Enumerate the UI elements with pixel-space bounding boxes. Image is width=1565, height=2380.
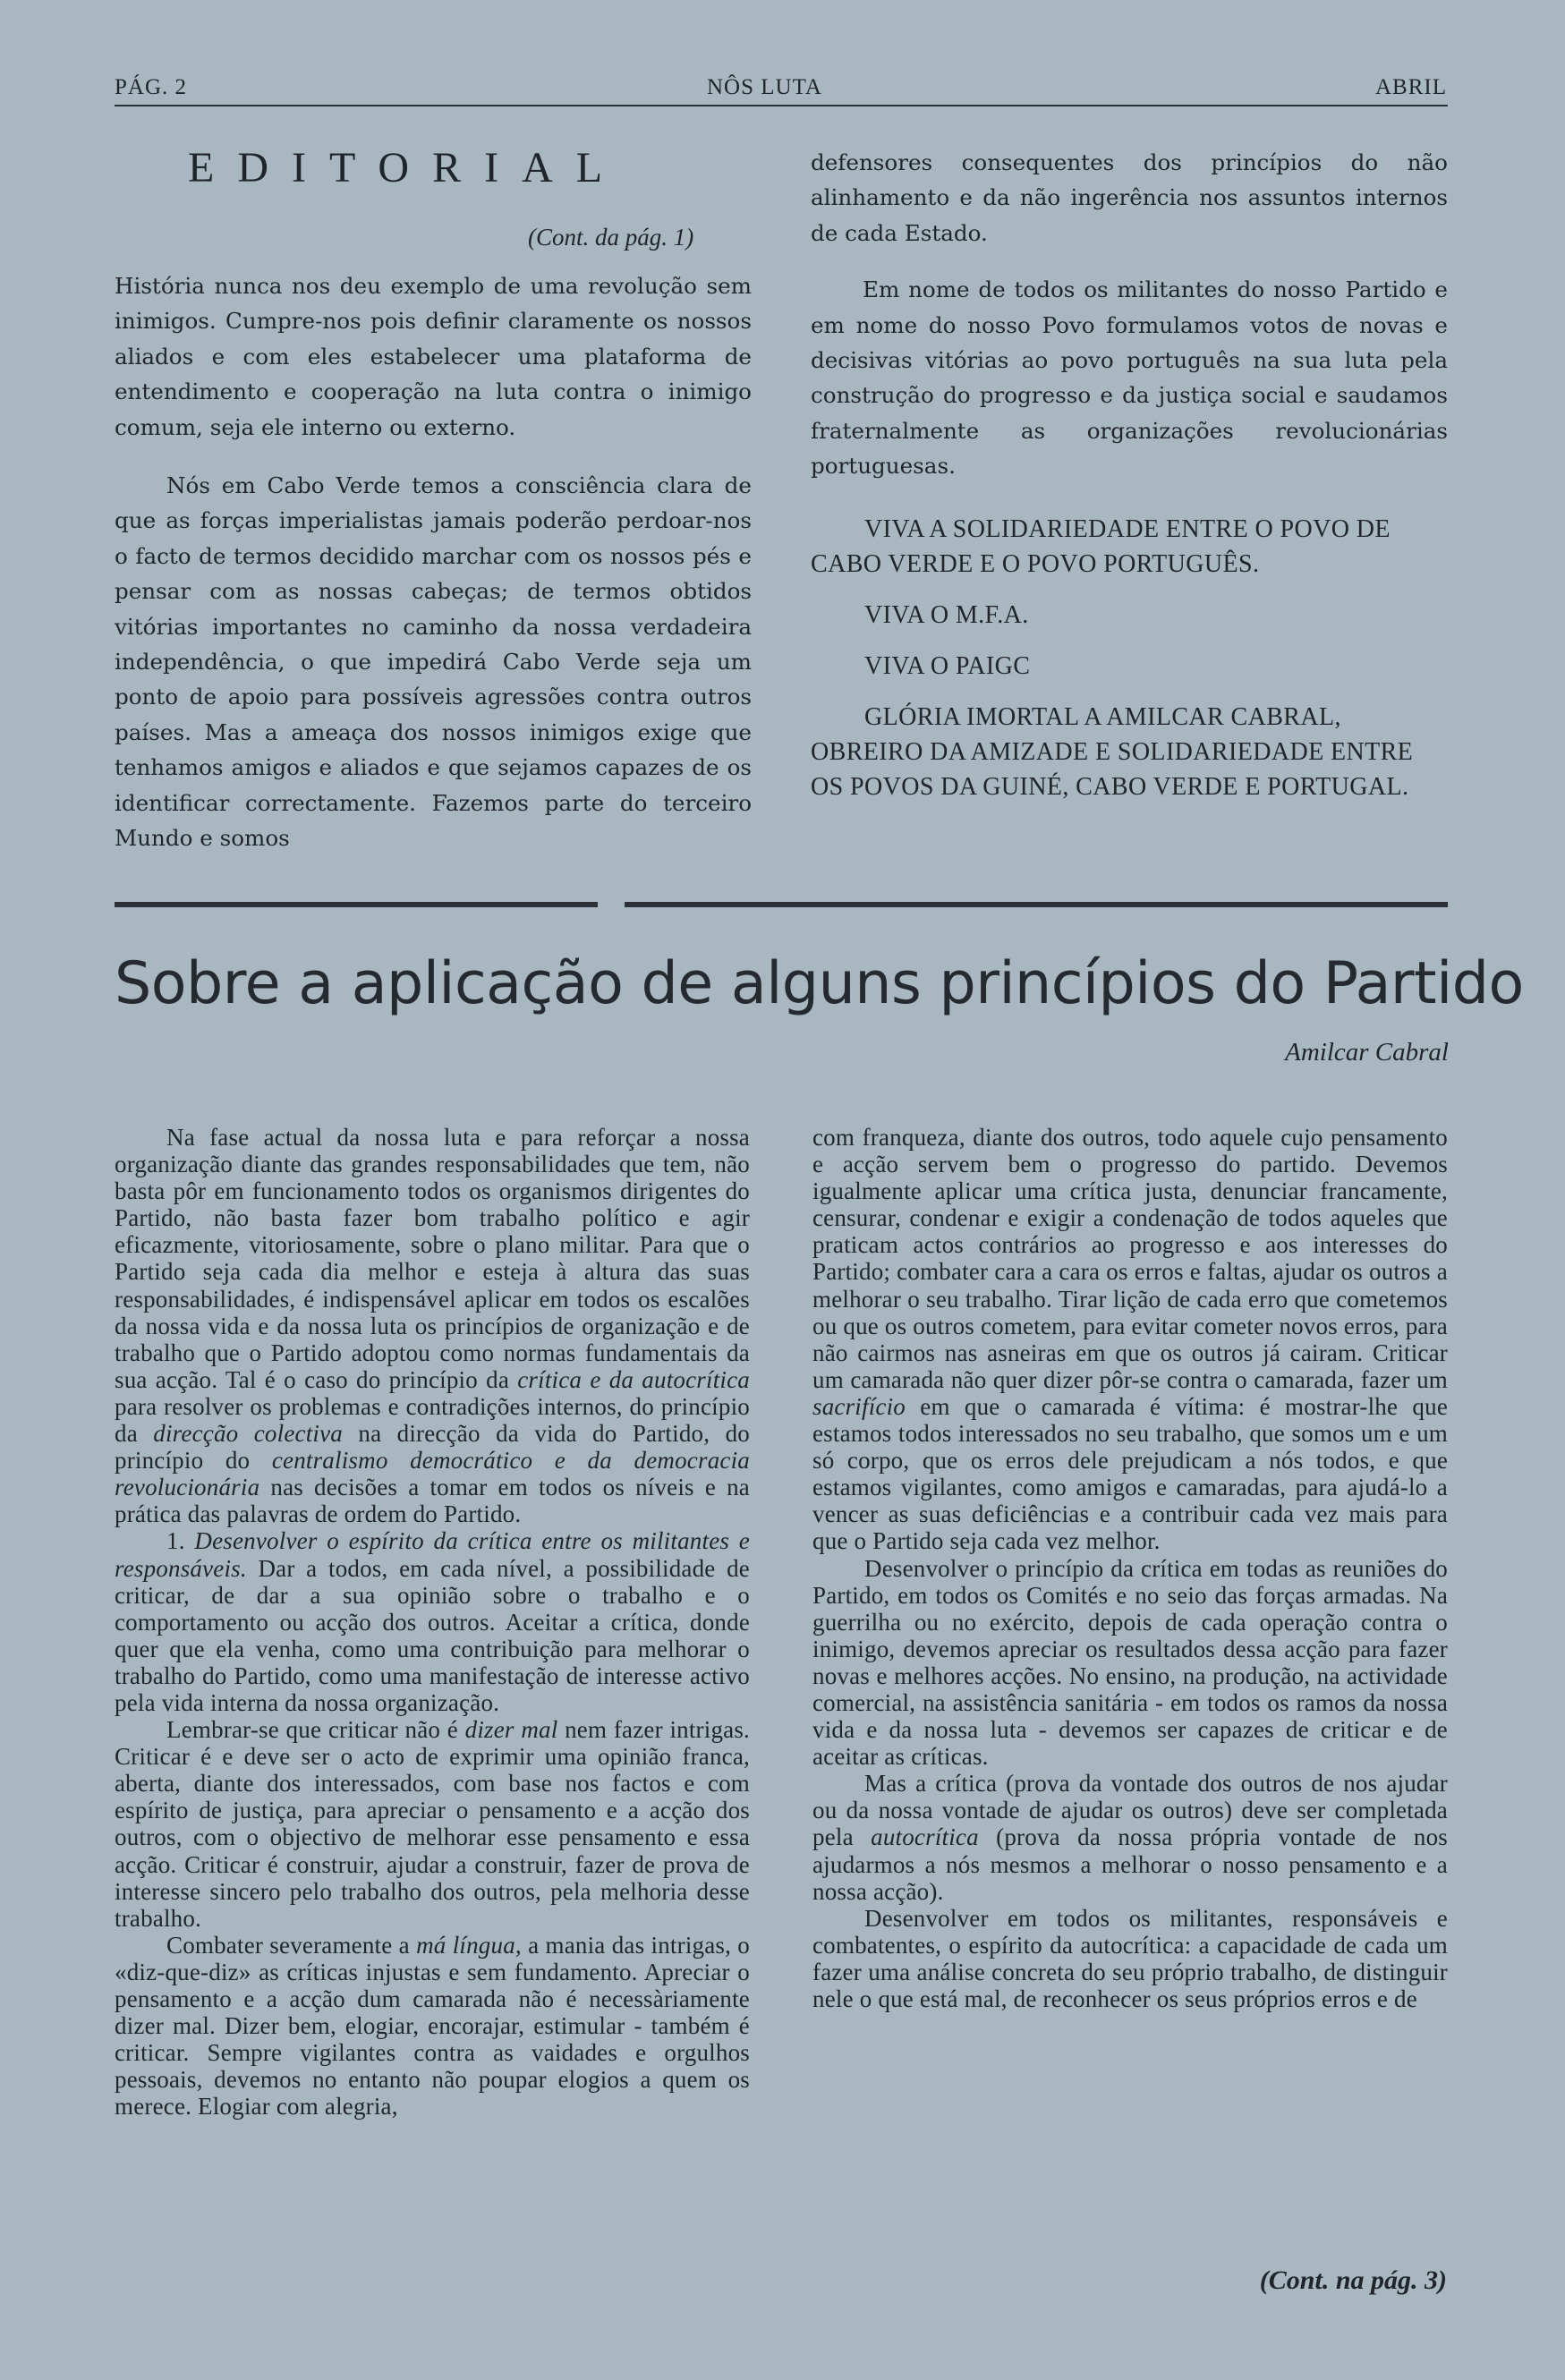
article-paragraph [115, 1527, 750, 1716]
emphasis: direcção colectiva [153, 1420, 343, 1448]
text-run: com franqueza, diante dos outros, todo aquele cujo pensamento e acção servem bem o progresso do partido. Devemos igualmente aplicar uma crítica justa, denunciar francamente, censurar, condenar e exigir a condenação de todos aqueles que praticam actos contrários ao progresso e aos interesses do Partido; combater cara a cara os erros e faltas, ajudar os outros a melhorar o seu trabalho. Tirar lição de cada erro que cometemos ou que os outros cometem, para evitar cometer novos erros, para não cairmos nas asneiras em que os outros já cairam. Criticar um camarada não quer dizer pôr-se contra o camarada, fazer um [812, 1124, 1448, 1393]
article-paragraph [115, 1124, 750, 1527]
editorial-slogans [811, 512, 1450, 820]
article-paragraph [812, 1770, 1448, 1904]
emphasis: sacrifício [812, 1392, 906, 1420]
article-title: Sobre a aplicação de alguns princípios do Partido [115, 950, 1524, 1017]
editorial-paragraph: defensores consequentes dos princípios do não alinhamento e da não ingerência nos assuntos internos de cada Estado. [811, 149, 1448, 246]
section-divider-left [115, 902, 598, 907]
editorial-paragraph: Em nome de todos os militantes do nosso Partido e em nome do nosso Povo formulamos votos de novas e decisivas vitórias ao povo português na sua luta pela construção do progresso e da justiça social e saudamos fraternalmente as organizações revolucionárias portuguesas. [811, 276, 1448, 480]
emphasis: crítica e da autocrítica [517, 1365, 750, 1393]
emphasis: má língua, [416, 1931, 522, 1959]
emphasis: centralismo democrático e da democracia revolucionária [115, 1447, 750, 1501]
text-run: nem fazer intrigas. Criticar é e deve ser o acto de exprimir uma opinião franca, aberta, diante dos interessados, com base nos factos e com espírito de justiça, para apreciar o pensamento e a acção dos outros, com o objectivo de melhorar esse pensamento e essa acção. Criticar é construir, ajudar a construir, fazer de prova de interesse sincero pelo trabalho dos outros, pela melhoria desse trabalho. [115, 1716, 750, 1932]
editorial-continuation: (Cont. da pág. 1) [528, 224, 694, 251]
emphasis: autocrítica [871, 1823, 979, 1851]
editorial-paragraph: História nunca nos deu exemplo de uma revolução sem inimigos. Cumpre-nos pois definir claramente os nossos aliados e com eles estabelecer uma plataforma de entendimento e cooperação na luta contra o inimigo comum, seja ele interno ou externo. [115, 273, 752, 440]
text-run: na direcção da vida do Partido, do princípio do [115, 1420, 750, 1475]
slogan: VIVA A SOLIDARIEDADE ENTRE O POVO DE CABO VERDE E O POVO PORTUGUÊS. [811, 515, 1391, 578]
article-continuation: (Cont. na pág. 3) [1259, 2265, 1447, 2295]
editorial-left-column [115, 268, 752, 856]
slogan: VIVA O M.F.A. [864, 601, 1029, 629]
article-author: Amilcar Cabral [1285, 1038, 1449, 1067]
text-run: nas decisões a tomar em todos os níveis e na prática das palavras de ordem do Partido. [115, 1474, 750, 1528]
slogan: VIVA O PAIGC [864, 652, 1031, 680]
slogan: GLÓRIA IMORTAL A AMILCAR CABRAL, OBREIRO DA AMIZADE E SOLIDARIEDADE ENTRE OS POVOS DA GUINÉ, CABO VERDE E PORTUGAL. [811, 703, 1414, 801]
article-left-column [115, 1124, 750, 2120]
text-run: Na fase actual da nossa luta e para reforçar a nossa organização diante das grandes responsabilidades que tem, não basta pôr em funcionamento todos os organismos dirigentes do Partido, não basta fazer bom trabalho político e agir eficazmente, vitoriosamente, sobre o plano militar. Para que o Partido seja cada dia melhor e esteja à altura das suas responsabilidades, é indispensável aplicar em todos os escalões da nossa vida e da nossa luta os princípios de organização e de trabalho que o Partido adoptou como normas fundamentais da sua acção. Tal é o caso do princípio da [115, 1124, 750, 1393]
text-run: a mania das intrigas, o «diz-que-diz» as críticas injustas e sem fundamento. Apreciar o pensamento e a acção dum camarada não é necessàriamente dizer mal. Dizer bem, elogiar, encorajar, estimular - também é criticar. Sempre vigilantes contra as vaidades e orgulhos pessoais, devemos no entanto não poupar elogios a quem os merece. Elogiar com alegria, [115, 1931, 750, 2121]
text-run: Mas a crítica (prova da vontade dos outros de nos ajudar ou da nossa vontade de ajudar os outros) deve ser completada pela [812, 1770, 1448, 1851]
text-run: para resolver os problemas e contradições internos, do princípio da [115, 1392, 750, 1448]
publication-name: NÔS LUTA [707, 75, 822, 99]
issue-month: ABRIL [1375, 75, 1447, 99]
article-right-column [812, 1124, 1448, 2012]
article-paragraph: Desenvolver em todos os militantes, responsáveis e combatentes, o espírito da autocrítica: a capacidade de cada um fazer uma análise concreta do seu próprio trabalho, de distinguir nele o que está mal, de reconhecer os seus próprios erros e de [812, 1904, 1448, 2012]
text-run: em que o camarada é vítima: é mostrar-lhe que estamos todos interessados no seu trabalho, que somos um e um só corpo, que os erros dele prejudicam a nós todos, e que estamos vigilantes, como amigos e camaradas, para ajudá-lo a vencer as suas deficiências e a contribuir cada vez mais para que o Partido seja cada vez melhor. [812, 1392, 1448, 1555]
page-number: PÁG. 2 [115, 75, 188, 99]
text-run: Lembrar-se que criticar não é [166, 1716, 465, 1744]
emphasis: dizer mal [464, 1716, 558, 1744]
section-divider-right [625, 902, 1448, 907]
article-paragraph [115, 1932, 750, 2121]
editorial-title: EDITORIAL [188, 144, 626, 191]
article-paragraph [812, 1124, 1448, 1555]
header-rule [115, 105, 1448, 106]
article-paragraph [115, 1716, 750, 1932]
emphasis: Desenvolver o espírito da crítica entre os militantes e responsáveis. [115, 1527, 750, 1582]
article-paragraph: Desenvolver o princípio da crítica em todas as reuniões do Partido, em todos os Comités e no seio das forças armadas. Na guerrilha ou no exército, depois de cada operação contra o inimigo, devemos apreciar os resultados dessa acção para fazer novas e melhores acções. No ensino, na produção, na actividade comercial, na assistência sanitária - em todos os ramos da nossa vida e da nossa luta - devemos ser capazes de criticar e de aceitar as críticas. [812, 1554, 1448, 1771]
text-run: Combater severamente a [166, 1931, 417, 1959]
editorial-paragraph: Nós em Cabo Verde temos a consciência clara de que as forças imperialistas jamais poderão perdoar-nos o facto de termos decidido marchar com os nossos pés e pensar com as nossas cabeças; de termos obtidos vitórias importantes no caminho da nossa verdadeira independência, o que impedirá Cabo Verde seja um ponto de apoio para possíveis agressões contra outros países. Mas a ameaça dos nossos inimigos exige que tenhamos amigos e aliados e que sejamos capazes de os identificar correctamente. Fazemos parte do terceiro Mundo e somos [115, 472, 752, 852]
text-run: (prova da nossa própria vontade de nos ajudarmos a nós mesmos a melhorar o nosso pensamento e a nossa acção). [812, 1823, 1448, 1905]
text-run: 1. [166, 1527, 195, 1555]
text-run: Dar a todos, em cada nível, a possibilidade de criticar, de dar a sua opinião sobre o trabalho e o comportamento ou acção dos outros. Aceitar a crítica, donde quer que ela venha, como uma contribuição para melhorar o trabalho do Partido, como uma manifestação de interesse activo pela vida interna da nossa organização. [115, 1554, 750, 1716]
editorial-right-column [811, 145, 1448, 484]
